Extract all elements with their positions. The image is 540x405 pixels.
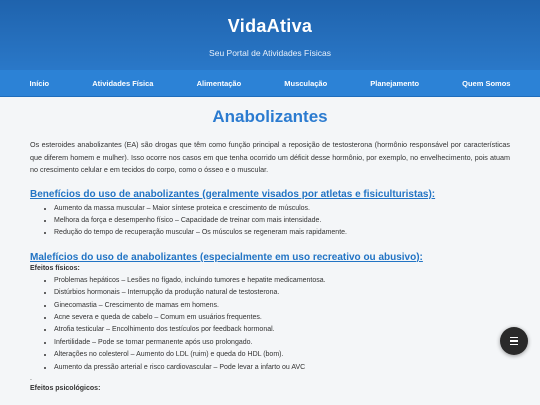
list-item: • Aumento da pressão arterial e risco cardiovascular – Pode levar a infarto ou AVC (54, 362, 510, 374)
page-title: Anabolizantes (212, 107, 328, 126)
nav-item-atividades-fisica[interactable]: Atividades Física (92, 78, 154, 88)
nav-item-inicio[interactable]: Início (29, 78, 50, 88)
main-content (0, 107, 540, 392)
list-item: • Redução do tempo de recuperação muscular – Os músculos se regeneram mais rapidamente. (54, 227, 510, 239)
main-nav (0, 70, 540, 97)
nav-item-planejamento[interactable]: Planejamento (370, 78, 420, 88)
list-item: • Distúrbios hormonais – Interrupção da produção natural de testosterona. (54, 287, 510, 299)
list-item: • Alterações no colesterol – Aumento do LDL (ruim) e queda do HDL (bom). (54, 349, 510, 361)
list-item: • Melhora da força e desempenho físico – Capacidade de treinar com mais intensidade. (54, 215, 510, 227)
benefits-heading: Benefícios do uso de anabolizantes (geralmente visados por atletas e fisiculturistas): (30, 188, 436, 200)
site-tagline: Seu Portal de Atividades Físicas (209, 48, 331, 58)
physical-effects-label: Efeitos físicos: (30, 264, 80, 272)
menu-fab-button[interactable] (500, 327, 528, 355)
site-header (0, 0, 540, 70)
nav-item-musculacao[interactable]: Musculação (284, 78, 328, 88)
nav-item-alimentacao[interactable]: Alimentação (196, 78, 242, 88)
list-item: • Atrofia testicular – Encolhimento dos testículos por feedback hormonal. (54, 324, 510, 336)
list-item: • Acne severa e queda de cabelo – Comum em usuários frequentes. (54, 312, 510, 324)
benefits-list (30, 203, 510, 240)
stray-period: . (30, 374, 32, 382)
harms-heading: Malefícios do uso de anabolizantes (especialmente em uso recreativo ou abusivo): (30, 251, 423, 263)
list-item: • Aumento da massa muscular – Maior síntese proteica e crescimento de músculos. (54, 203, 510, 215)
list-item: • Infertilidade – Pode se tornar permanente após uso prolongado. (54, 337, 510, 349)
intro-paragraph: Os esteroides anabolizantes (EA) são drogas que têm como função principal a reposição de testosterona (hormônio responsável por características que diferem homem e mulher). Isso ocorre nos casos em que tenha ocorrido um déficit desse hormônio, por exemplo, no envelhecimento, pois atuam no crescimento celular e em tecidos do corpo, como o ósseo e o muscular. (30, 140, 510, 174)
physical-effects-list (30, 275, 510, 374)
menu-icon (510, 337, 518, 345)
psych-effects-label: Efeitos psicológicos: (30, 384, 101, 392)
nav-item-quem-somos[interactable]: Quem Somos (462, 78, 511, 88)
site-title[interactable]: VidaAtiva (227, 16, 313, 36)
list-item: • Problemas hepáticos – Lesões no fígado, incluindo tumores e hepatite medicamentosa. (54, 275, 510, 287)
list-item: • Ginecomastia – Crescimento de mamas em homens. (54, 300, 510, 312)
